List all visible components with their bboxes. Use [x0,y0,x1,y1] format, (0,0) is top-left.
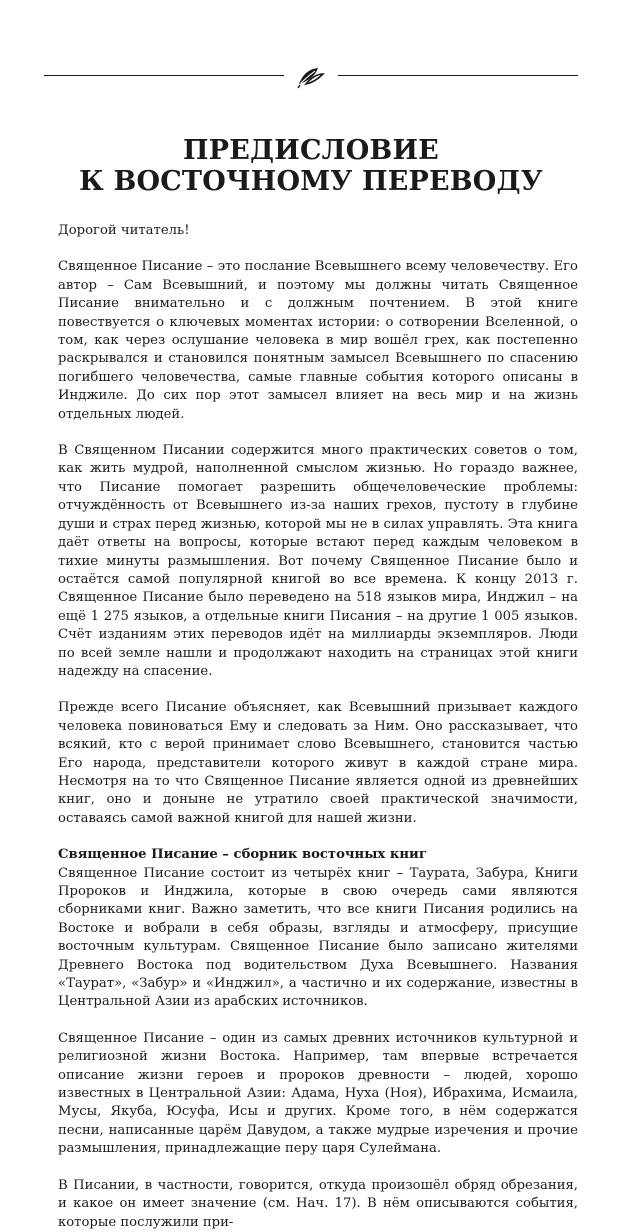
header-ornament [44,62,578,90]
leaf-ornament-icon [291,62,331,90]
paragraph: В Священном Писании содержится много практических советов о том, как жить мудрой, наполненной смыслом жизнью. Но гораздо важнее, что Писание помогает разрешить общечеловеческие проблемы: отчуждённость от Всевышнего из-за наших грехов, пустоту в глубине души и страх перед жизнью, которой мы не в силах управлять. Эта книга даёт ответы на вопросы, которые встают перед каждым человеком в тихие минуты размышления. Вот почему Священное Писание было и остаётся самой популярной книгой во все времена. К концу 2013 г. Священное Писание было переведено на 518 языков мира, Инджил – на ещё 1 275 языков, а отдельные книги Писания – на другие 1 005 языков. Счёт изданиям этих переводов идёт на миллиарды экземпляров. Люди по всей земле нашли и продолжают находить на страницах этой книги надежду на спасение. [58,443,578,679]
title-line-2: К ВОСТОЧНОМУ ПЕРЕВОДУ [79,166,543,197]
greeting: Дорогой читатель! [58,223,190,238]
body-text [58,222,578,1232]
paragraph: Священное Писание состоит из четырёх книг – Таурата, Забура, Книги Пророков и Инджила, которые в свою очередь сами являются сборниками книг. Важно заметить, что все книги Писания родились на Востоке и вобрали в себя образы, взгляды и атмосферу, присущие восточным культурам. Священное Писание было записано жителями Древнего Востока под водительством Духа Всевышнего. Названия «Таурат», «Забур» и «Инджил», а частично и их содержание, известны в Центральной Азии из арабских источников. [58,865,578,1010]
paragraph: Священное Писание – это послание Всевышнего всему человечеству. Его автор – Сам Всевышний, и поэтому мы должны читать Священное Писание внимательно и с должным почтением. В этой книге повествуется о ключевых моментах истории: о сотворении Вселенной, о том, как через ослушание человека в мир вошёл грех, как постепенно раскрывался и становился понятным замысел Всевышнего по спасению погибшего человечества, самые главные события которого описаны в Инджиле. До сих пор этот замысел влияет на весь мир и на жизнь отдельных людей. [58,259,578,422]
page-title [44,135,578,197]
title-line-1: ПРЕДИСЛОВИЕ [183,135,439,166]
paragraph: Священное Писание – один из самых древних источников культурной и религиозной жизни Востока. Например, там впервые встречается описание жизни героев и пророков древности – людей, хорошо известных в Центральной Азии: Адама, Нуха (Ноя), Ибрахима, Исмаила, Мусы, Якуба, Юсуфа, Исы и других. Кроме того, в нём содержатся песни, написанные царём Давудом, а также мудрые изречения и прочие размышления, принадлежащие перу царя Сулеймана. [58,1030,578,1157]
paragraph: В Писании, в частности, говорится, откуда произошёл обряд обрезания, и какое он имеет значение (см. Нач. 17). В нём описываются события, которые послужили при- [58,1177,578,1230]
ornament-rule-left [44,75,284,76]
ornament-rule-right [338,75,578,76]
paragraph: Прежде всего Писание объясняет, как Всевышний призывает каждого человека повиноваться Ему и следовать за Ним. Оно рассказывает, что всякий, кто с верой принимает слово Всевышнего, становится частью Его народа, представители которого живут в каждой стране мира. Несмотря на то что Священное Писание является одной из древнейших книг, оно и доныне не утратило своей практической значимости, оставаясь самой важной книгой для нашей жизни. [58,700,578,826]
section-heading: Священное Писание – сборник восточных книг [58,847,427,863]
